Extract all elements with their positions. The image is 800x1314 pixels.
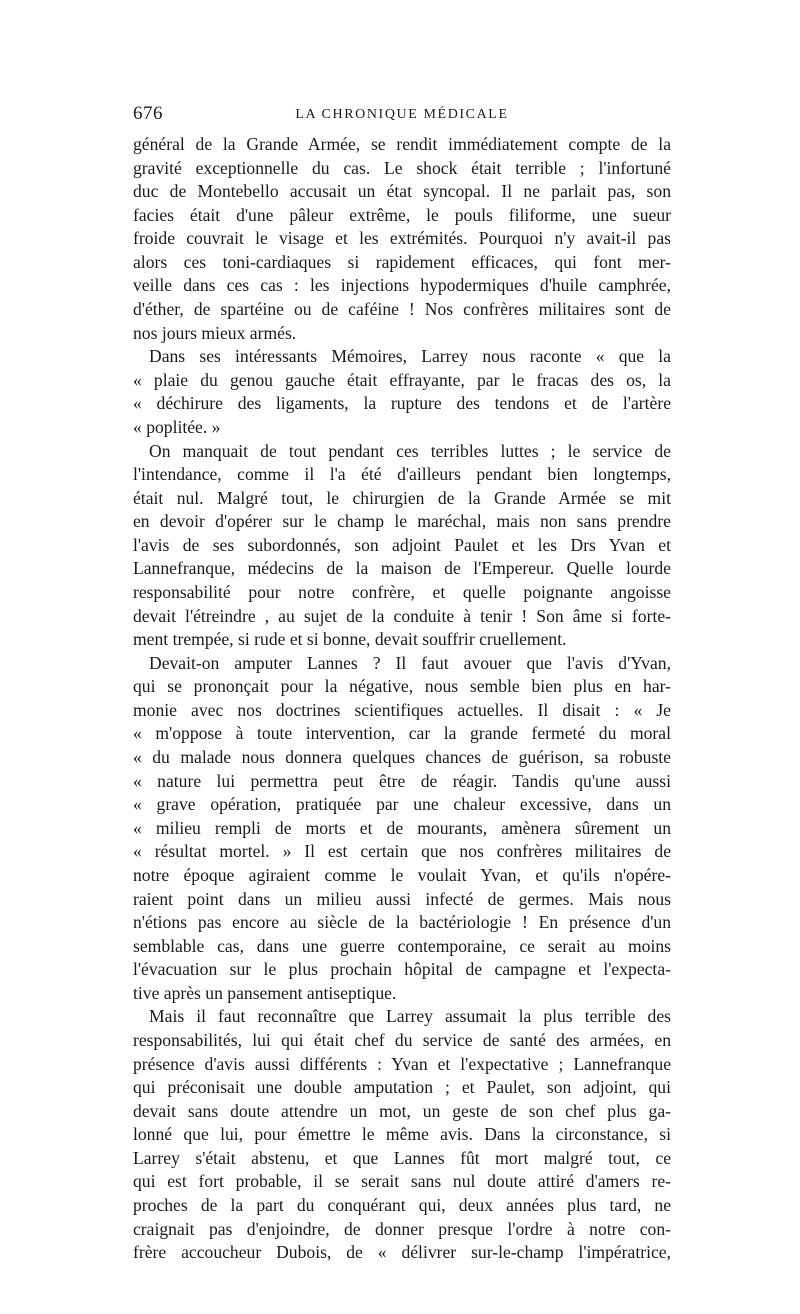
text-line: d'éther, de spartéine ou de caféine ! Nos confrères militaires sont de xyxy=(133,299,671,320)
text-line: Devait-on amputer Lannes ? Il faut avouer que l'avis d'Yvan, xyxy=(149,652,671,673)
text-line: « déchirure des ligaments, la rupture des tendons et de l'artère xyxy=(133,393,671,414)
text-line: proches de la part du conquérant qui, deux années plus tard, ne xyxy=(133,1195,671,1216)
text-line: tive après un pansement antiseptique. xyxy=(133,982,397,1003)
text-line: qui préconisait une double amputation ; et Paulet, son adjoint, qui xyxy=(133,1077,671,1098)
text-line: « nature lui permettra peut être de réagir. Tandis qu'une aussi xyxy=(133,770,671,791)
text-line: Larrey s'était abstenu, et que Lannes fût mort malgré tout, ce xyxy=(133,1147,671,1168)
text-line: qui est fort probable, il se serait sans nul doute attiré d'amers re- xyxy=(133,1171,671,1192)
text-line: raient point dans un milieu aussi infecté de germes. Mais nous xyxy=(133,888,671,909)
text-line: Dans ses intéressants Mémoires, Larrey nous raconte « que la xyxy=(149,346,671,367)
text-line: ment trempée, si rude et si bonne, devait souffrir cruellement. xyxy=(133,629,567,650)
text-line: l'évacuation sur le plus prochain hôpital de campagne et l'expecta- xyxy=(133,959,671,980)
text-line: nos jours mieux armés. xyxy=(133,322,297,343)
text-line: « grave opération, pratiquée par une chaleur excessive, dans un xyxy=(133,794,671,815)
text-line: craignait pas d'enjoindre, de donner presque l'ordre à notre con- xyxy=(133,1218,671,1239)
text-line: « m'oppose à toute intervention, car la grande fermeté du moral xyxy=(133,723,671,744)
text-line: gravité exceptionnelle du cas. Le shock était terrible ; l'infortuné xyxy=(133,157,671,178)
page-number: 676 xyxy=(133,103,163,124)
text-line: l'intendance, comme il l'a été d'ailleurs pendant bien longtemps, xyxy=(133,464,671,485)
text-line: veille dans ces cas : les injections hypodermiques d'huile camphrée, xyxy=(133,275,671,296)
text-line: notre époque agiraient comme le voulait Yvan, et qu'ils n'opére- xyxy=(133,864,671,885)
text-line: l'avis de ses subordonnés, son adjoint Paulet et les Drs Yvan et xyxy=(133,534,671,555)
text-line: monie avec nos doctrines scientifiques actuelles. Il disait : « Je xyxy=(133,699,671,720)
running-head xyxy=(133,101,671,127)
body-text xyxy=(133,133,671,1265)
text-line: semblable cas, dans une guerre contemporaine, ce serait au moins xyxy=(133,935,671,956)
text-line: facies était d'une pâleur extrême, le pouls filiforme, une sueur xyxy=(133,204,671,225)
text-line: « résultat mortel. » Il est certain que nos confrères militaires de xyxy=(133,841,671,862)
text-line: « milieu rempli de morts et de mourants, amènera sûrement un xyxy=(133,817,671,838)
text-line: présence d'avis aussi différents : Yvan et l'expectative ; Lannefranque xyxy=(133,1053,671,1074)
text-line: responsabilité pour notre confrère, et quelle poignante angoisse xyxy=(133,581,671,602)
text-line: lonné que lui, pour émettre le même avis. Dans la circonstance, si xyxy=(133,1124,671,1145)
text-line: devait sans doute attendre un mot, un geste de son chef plus ga- xyxy=(133,1100,671,1121)
text-line: devait l'étreindre , au sujet de la conduite à tenir ! Son âme si forte- xyxy=(133,605,671,626)
running-title: LA CHRONIQUE MÉDICALE xyxy=(295,107,509,122)
text-line: « plaie du genou gauche était effrayante, par le fracas des os, la xyxy=(133,369,671,390)
text-line: Lannefranque, médecins de la maison de l'Empereur. Quelle lourde xyxy=(133,558,671,579)
text-line: général de la Grande Armée, se rendit immédiatement compte de la xyxy=(133,134,671,154)
text-line: en devoir d'opérer sur le champ le maréchal, mais non sans prendre xyxy=(133,511,671,532)
text-line: alors ces toni-cardiaques si rapidement efficaces, qui font mer- xyxy=(133,251,671,272)
text-line: frère accoucheur Dubois, de « délivrer sur-le-champ l'impératrice, xyxy=(133,1242,671,1263)
text-line: était nul. Malgré tout, le chirurgien de la Grande Armée se mit xyxy=(133,487,671,508)
text-line: On manquait de tout pendant ces terribles luttes ; le service de xyxy=(149,440,671,461)
text-line: n'étions pas encore au siècle de la bactériologie ! En présence d'un xyxy=(133,912,671,933)
text-line: Mais il faut reconnaître que Larrey assumait la plus terrible des xyxy=(149,1006,671,1027)
text-line: responsabilités, lui qui était chef du service de santé des armées, en xyxy=(133,1029,671,1050)
text-line: « poplitée. » xyxy=(133,416,221,437)
text-line: duc de Montebello accusait un état syncopal. Il ne parlait pas, son xyxy=(133,181,671,202)
text-line: qui se prononçait pour la négative, nous semble bien plus en har- xyxy=(133,676,671,697)
text-line: « du malade nous donnera quelques chances de guérison, sa robuste xyxy=(133,747,671,768)
text-line: froide couvrait le visage et les extrémités. Pourquoi n'y avait-il pas xyxy=(133,228,671,249)
